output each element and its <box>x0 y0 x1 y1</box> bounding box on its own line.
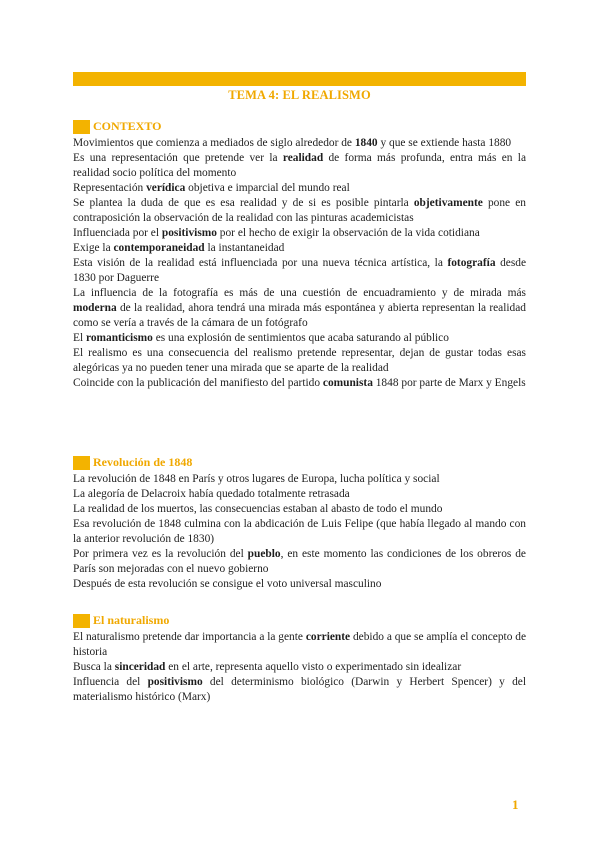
paragraph <box>73 151 526 181</box>
text-run: Esta visión de la realidad está influenciada por una nueva técnica artística, la <box>73 257 448 269</box>
text-run: La influencia de la fotografía es más de una cuestión de encuadramiento y de mirada más <box>73 287 526 299</box>
section-body <box>73 472 526 592</box>
bold-term: fotografía <box>447 257 496 269</box>
text-run: Busca la <box>73 661 115 673</box>
bold-term: realidad <box>282 152 324 164</box>
paragraph <box>73 660 526 675</box>
heading-marker <box>73 456 90 470</box>
section-body <box>73 630 526 705</box>
text-run: de forma más profunda, entra más en la realidad socio política del momento <box>73 152 526 179</box>
section-heading-text: CONTEXTO <box>93 119 162 133</box>
paragraph <box>73 577 526 592</box>
bold-term: pueblo <box>247 548 281 560</box>
paragraph <box>73 502 526 517</box>
bold-term: positivismo <box>147 676 203 688</box>
text-run: por el hecho de exigir la observación de la vida cotidiana <box>216 227 480 239</box>
text-run: El realismo es una consecuencia del realismo pretende representar, dejan de gustar todas esas alegóricas ya no pueden tener una mirada que se aparte de la realidad <box>73 347 526 374</box>
text-run: debido a que se amplía el concepto de historia <box>73 631 527 658</box>
paragraph <box>73 226 526 241</box>
bold-term: romanticismo <box>85 332 153 344</box>
bold-term: contemporaneidad <box>113 242 205 254</box>
text-run: Exige la <box>73 242 114 254</box>
text-run: Por primera vez es la revolución del <box>73 548 248 560</box>
bold-term: corriente <box>305 631 351 643</box>
paragraph <box>73 286 526 331</box>
text-run: la instantaneidad <box>204 242 285 254</box>
header-accent-bar <box>73 72 526 86</box>
text-run: Coincide con la publicación del manifiesto del partido <box>73 377 323 389</box>
text-run: Influencia del <box>73 676 148 688</box>
text-run: El <box>73 332 86 344</box>
section-heading-text: Revolución de 1848 <box>93 455 193 469</box>
paragraph <box>73 675 526 705</box>
bold-term: moderna <box>73 302 117 314</box>
paragraph <box>73 472 526 487</box>
heading-marker <box>73 120 90 134</box>
heading-marker <box>73 614 90 628</box>
paragraph <box>73 196 526 226</box>
section-body <box>73 136 526 391</box>
section-heading-text: El naturalismo <box>93 613 170 627</box>
text-run: del determinismo biológico (Darwin y Herbert Spencer) y del materialismo histórico (Marx) <box>73 676 527 703</box>
section-contexto <box>73 118 526 391</box>
text-run: Es una representación que pretende ver la <box>73 152 283 164</box>
text-run: El naturalismo pretende dar importancia a la gente <box>73 631 306 643</box>
text-run: Esa revolución de 1848 culmina con la abdicación de Luis Felipe (que había llegado al mando con la anterior revolución de 1830) <box>73 518 526 545</box>
paragraph <box>73 376 526 391</box>
bold-term: verídica <box>146 182 186 194</box>
section-naturalismo <box>73 612 526 705</box>
text-run: desde 1830 por Daguerre <box>73 257 526 284</box>
text-run: La revolución de 1848 en París y otros lugares de Europa, lucha política y social <box>73 473 440 485</box>
bold-term: comunista <box>322 377 373 389</box>
page-number: 1 <box>512 797 519 812</box>
paragraph <box>73 331 526 346</box>
text-run: es una explosión de sentimientos que acaba saturando al público <box>152 332 449 344</box>
text-run: de la realidad, ahora tendrá una mirada más espontánea y abierta representan la realidad como se vería a través de la cámara de un fotógrafo <box>73 302 526 329</box>
paragraph <box>73 517 526 547</box>
text-run: pone en contraposición la observación de la realidad con las pinturas academicistas <box>73 197 526 224</box>
paragraph <box>73 547 526 577</box>
text-run: La realidad de los muertos, las consecuencias estaban al abasto de todo el mundo <box>73 503 443 515</box>
bold-term: objetivamente <box>413 197 483 209</box>
text-run: La alegoría de Delacroix había quedado totalmente retrasada <box>73 488 350 500</box>
text-run: Representación <box>73 182 147 194</box>
text-run: Después de esta revolución se consigue el voto universal masculino <box>73 578 382 590</box>
paragraph <box>73 630 526 660</box>
text-run: Movimientos que comienza a mediados de siglo alrededor de <box>73 137 355 149</box>
text-run: y que se extiende hasta 1880 <box>377 137 512 149</box>
paragraph <box>73 487 526 502</box>
text-run: , en este momento las condiciones de los obreros de París son mejoradas con el nuevo gobierno <box>73 548 526 575</box>
paragraph <box>73 136 526 151</box>
bold-term: 1840 <box>354 137 378 149</box>
section-heading <box>73 612 526 629</box>
section-heading <box>73 118 526 135</box>
paragraph <box>73 181 526 196</box>
text-run: 1848 por parte de Marx y Engels <box>372 377 526 389</box>
text-run: Influenciada por el <box>73 227 162 239</box>
bold-term: positivismo <box>161 227 217 239</box>
paragraph <box>73 241 526 256</box>
page-title: TEMA 4: EL REALISMO <box>228 88 371 102</box>
section-heading <box>73 454 526 471</box>
text-run: objetiva e imparcial del mundo real <box>185 182 350 194</box>
text-run: Se plantea la duda de que es esa realidad y de si es posible pintarla <box>73 197 414 209</box>
text-run: en el arte, representa aquello visto o experimentado sin idealizar <box>165 661 462 673</box>
paragraph <box>73 346 526 376</box>
paragraph <box>73 256 526 286</box>
section-revolucion-1848 <box>73 454 526 592</box>
bold-term: sinceridad <box>114 661 166 673</box>
